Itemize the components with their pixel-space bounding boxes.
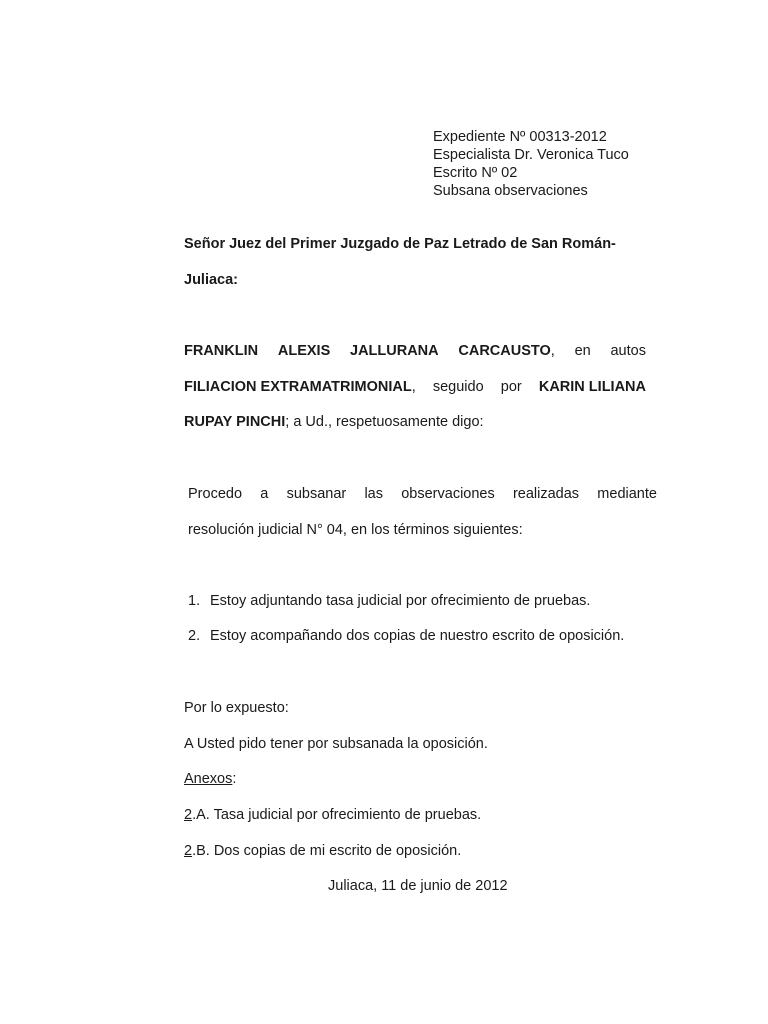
case-matter: FILIACION EXTRAMATRIMONIAL: [184, 379, 412, 395]
anexos-label: Anexos: [184, 771, 233, 787]
intro-line-2: [184, 379, 646, 395]
body-line-2: [188, 522, 523, 538]
intro-word: en: [574, 343, 591, 359]
anexos-colon: :: [232, 771, 237, 787]
body-word: mediante: [597, 486, 657, 502]
case-header: [433, 128, 629, 200]
escrito-number: Escrito Nº 02: [433, 165, 518, 181]
anexos-heading: [184, 771, 236, 787]
addressee-line-2: [184, 272, 646, 288]
anexo-item: [184, 807, 481, 823]
defendant-name-part: KARIN LILIANA: [538, 379, 646, 395]
intro-word-group: [458, 343, 554, 359]
body-word: las: [364, 486, 383, 502]
petition-text: A Usted pido tener por subsanada la oposición.: [184, 736, 488, 752]
especialista: Especialista Dr. Veronica Tuco: [433, 147, 629, 163]
intro-word: JALLURANA: [350, 343, 439, 359]
intro-word: ALEXIS: [277, 343, 331, 359]
intro-word: por: [500, 379, 522, 395]
body-line-1: [188, 486, 657, 502]
body-word: observaciones: [401, 486, 495, 502]
list-item: [188, 628, 624, 644]
list-number: 2.: [188, 628, 201, 644]
anexo-text: .A. Tasa judicial por ofrecimiento de pruebas.: [192, 807, 482, 823]
addressee-line-1: [184, 236, 646, 252]
anexo-number: 2: [184, 843, 193, 859]
body-text: resolución judicial N° 04, en los términos siguientes:: [188, 522, 523, 538]
por-lo-expuesto: [184, 700, 289, 716]
intro-word: FRANKLIN: [184, 343, 259, 359]
addressee-text-2: Juliaca:: [184, 272, 238, 288]
sumilla: Subsana observaciones: [433, 183, 588, 199]
body-word: Procedo: [188, 486, 243, 502]
intro-word: CARCAUSTO: [458, 343, 551, 359]
anexo-item: [184, 843, 461, 859]
petition: [184, 736, 488, 752]
intro-closing: ; a Ud., respetuosamente digo:: [285, 414, 484, 430]
list-text: Estoy adjuntando tasa judicial por ofrecimiento de pruebas.: [210, 593, 591, 609]
list-item: [188, 593, 590, 609]
document-date: [328, 878, 508, 894]
date-text: Juliaca, 11 de junio de 2012: [328, 878, 508, 894]
list-number: 1.: [188, 593, 201, 609]
list-text: Estoy acompañando dos copias de nuestro escrito de oposición.: [210, 628, 625, 644]
anexo-text: .B. Dos copias de mi escrito de oposición.: [192, 843, 462, 859]
defendant-name-part: RUPAY PINCHI: [184, 414, 286, 430]
por-lo-expuesto-text: Por lo expuesto:: [184, 700, 289, 716]
intro-word: seguido: [432, 379, 484, 395]
anexo-number: 2: [184, 807, 193, 823]
body-word: realizadas: [512, 486, 580, 502]
expediente-number: Expediente Nº 00313-2012: [433, 129, 607, 145]
addressee-text-1: Señor Juez del Primer Juzgado de Paz Letrado de San Román-: [184, 236, 616, 252]
intro-line-3: [184, 414, 484, 430]
intro-word-group: [184, 379, 416, 395]
intro-comma: ,: [411, 379, 416, 395]
intro-line-1: [184, 343, 646, 359]
body-word: a: [260, 486, 269, 502]
intro-comma: ,: [550, 343, 555, 359]
body-word: subsanar: [286, 486, 347, 502]
intro-word: autos: [610, 343, 646, 359]
